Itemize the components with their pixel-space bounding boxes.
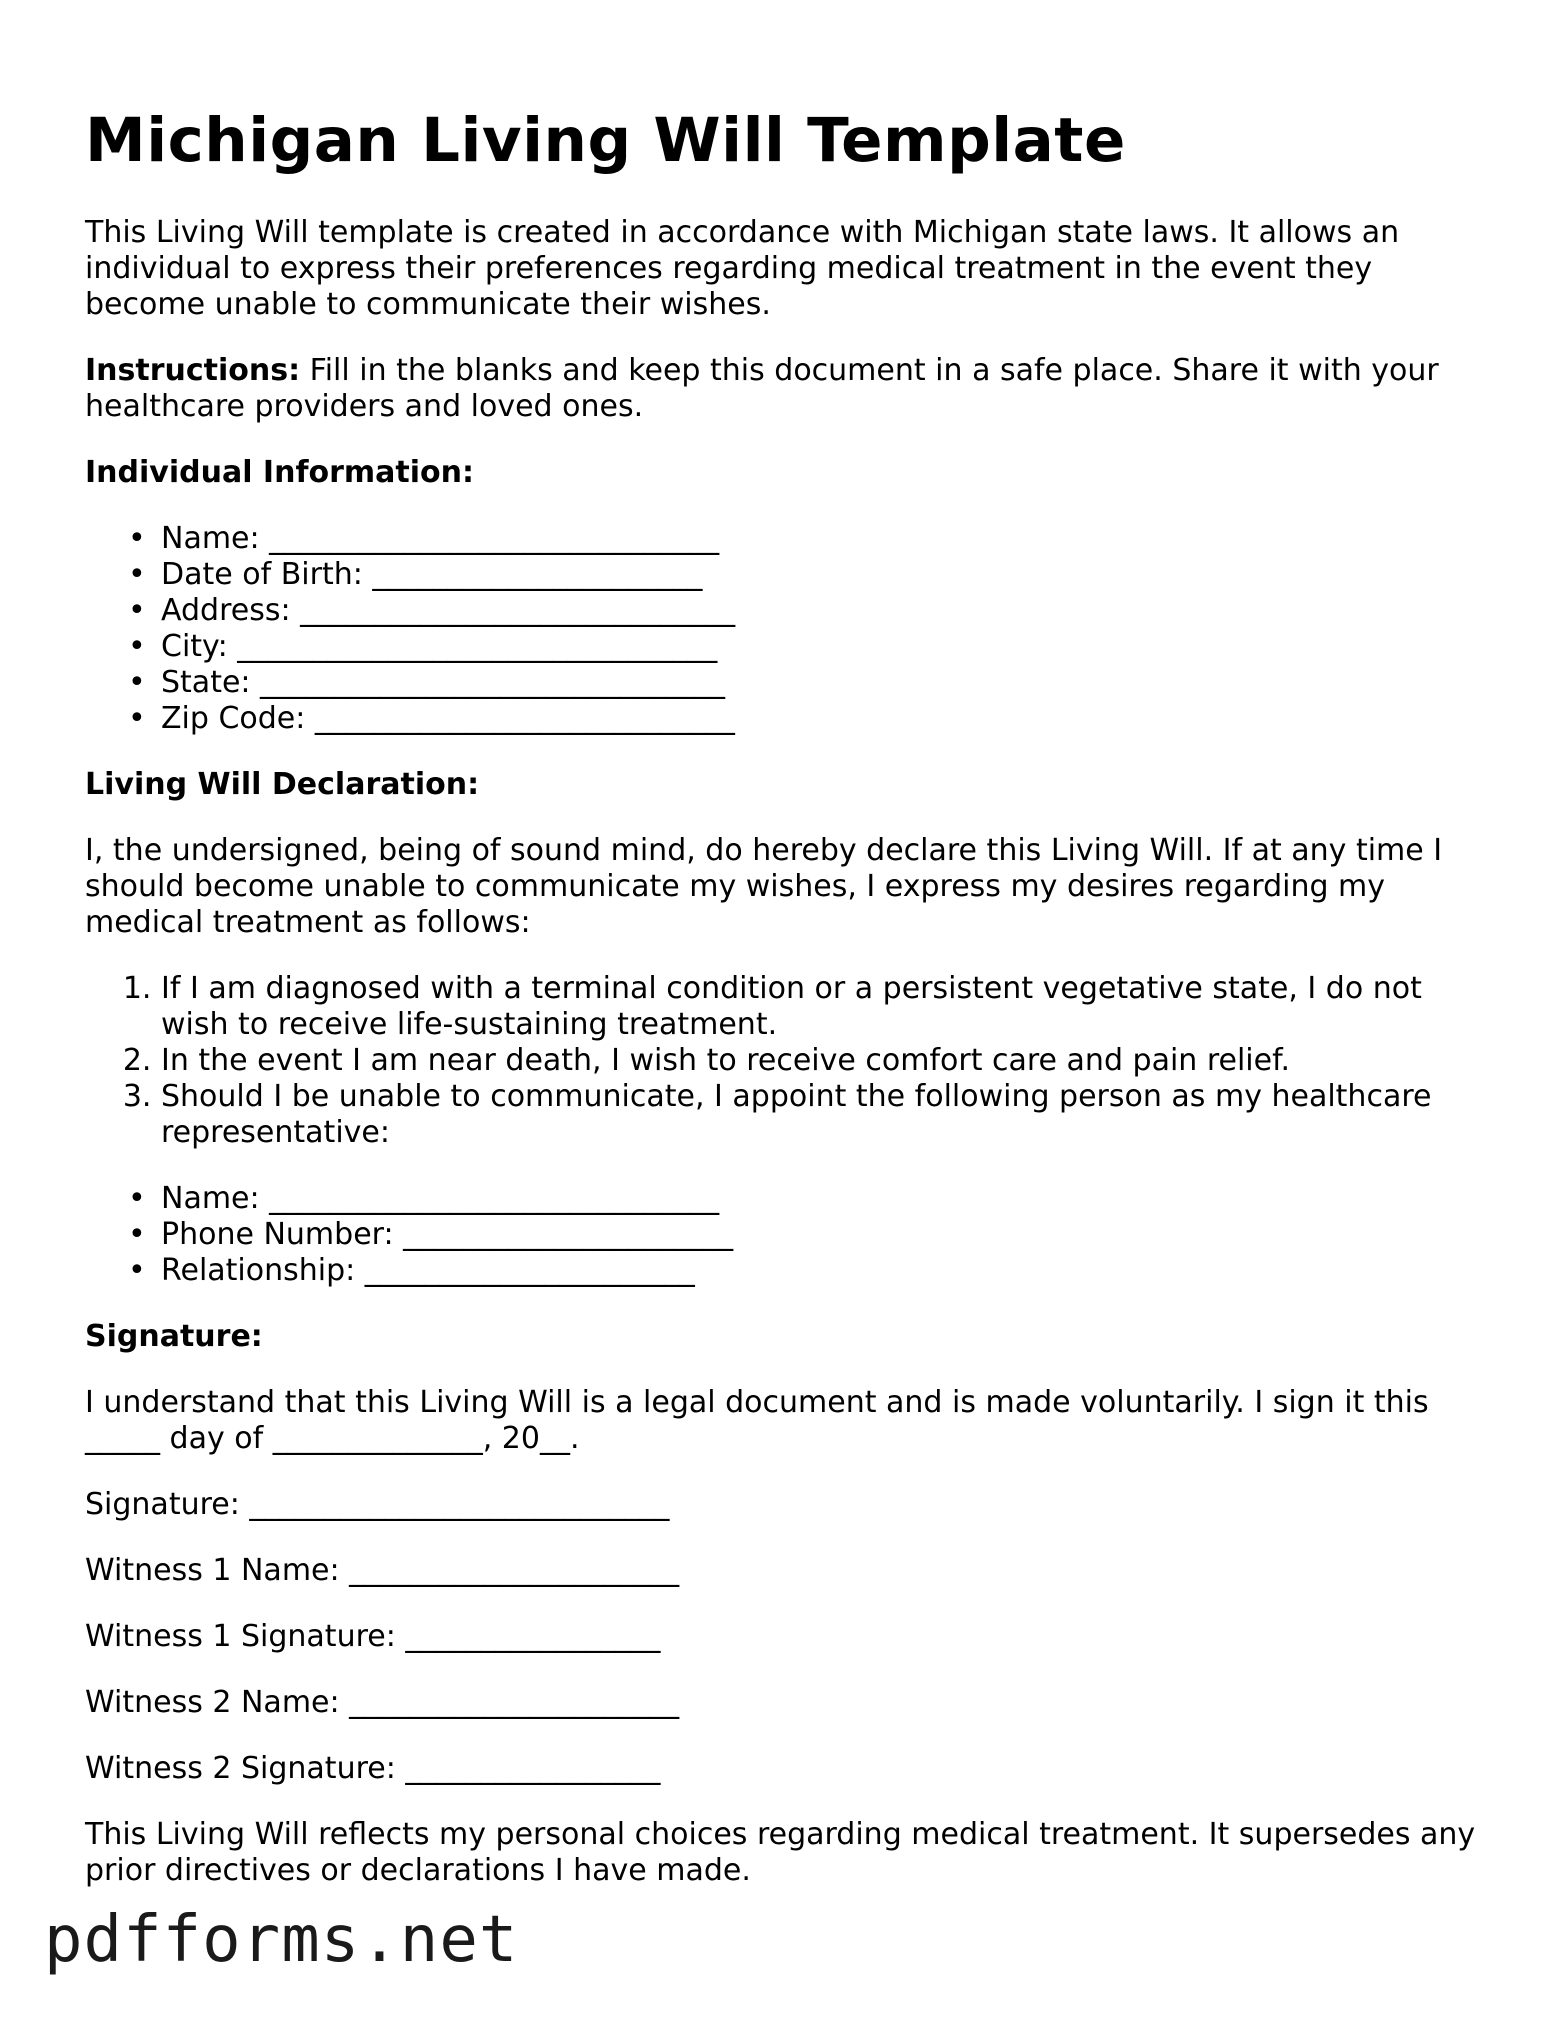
- bullet-icon: •: [128, 1253, 146, 1288]
- field-witness-1-name[interactable]: Witness 1 Name: ______________________: [85, 1553, 680, 1588]
- field-date-of-birth[interactable]: • Date of Birth: ______________________: [128, 557, 703, 592]
- declaration-item: 2. In the event I am near death, I wish to receive comfort care and pain relief.: [161, 1043, 1485, 1079]
- instructions-paragraph: [85, 353, 1485, 425]
- field-state[interactable]: • State: _______________________________: [128, 665, 726, 700]
- instructions-text: Fill in the blanks and keep this document in a safe place. Share it with your healthcare providers and loved ones.: [85, 353, 1439, 424]
- field-zip-code[interactable]: • Zip Code: ____________________________: [128, 701, 735, 736]
- field-representative-relationship[interactable]: • Relationship: ______________________: [128, 1253, 695, 1288]
- field-name[interactable]: • Name: ______________________________: [128, 521, 720, 556]
- closing-paragraph: This Living Will reflects my personal choices regarding medical treatment. It supersedes any prior directives or declarations I have made.: [85, 1817, 1476, 1888]
- declaration-item: 3. Should I be unable to communicate, I appoint the following person as my healthcare representative:: [161, 1079, 1485, 1151]
- document-page: [85, 105, 1485, 1919]
- field-witness-2-signature[interactable]: Witness 2 Signature: _________________: [85, 1751, 661, 1786]
- representative-list: [85, 1181, 1485, 1289]
- signature-statement[interactable]: I understand that this Living Will is a legal document and is made voluntarily. I sign it this _____ day of ______________, 20__.: [85, 1385, 1429, 1456]
- bullet-icon: •: [128, 665, 146, 700]
- page-title: Michigan Living Will Template: [85, 105, 1126, 176]
- field-representative-name[interactable]: • Name: ______________________________: [128, 1181, 720, 1216]
- field-city[interactable]: • City: ________________________________: [128, 629, 718, 664]
- signature-heading: Signature:: [85, 1319, 263, 1354]
- bullet-icon: •: [128, 629, 146, 664]
- intro-paragraph: This Living Will template is created in accordance with Michigan state laws. It allows an individual to express their preferences regarding medical treatment in the event they become unable to communicate their wishes.: [85, 215, 1400, 322]
- declaration-heading: Living Will Declaration:: [85, 767, 480, 802]
- declaration-list: [85, 971, 1485, 1151]
- watermark-logo: pdfforms.net: [44, 1903, 519, 1977]
- bullet-icon: •: [128, 1181, 146, 1216]
- field-representative-phone[interactable]: • Phone Number: ______________________: [128, 1217, 734, 1252]
- bullet-icon: •: [128, 557, 146, 592]
- field-signature[interactable]: Signature: ____________________________: [85, 1487, 670, 1522]
- field-witness-2-name[interactable]: Witness 2 Name: ______________________: [85, 1685, 680, 1720]
- field-address[interactable]: • Address: _____________________________: [128, 593, 736, 628]
- bullet-icon: •: [128, 593, 146, 628]
- bullet-icon: •: [128, 1217, 146, 1252]
- individual-info-list: [85, 521, 1485, 737]
- individual-info-heading: Individual Information:: [85, 455, 474, 490]
- declaration-paragraph: I, the undersigned, being of sound mind, do hereby declare this Living Will. If at any time I should become unable to communicate my wishes, I express my desires regarding my medical treatment as follows:: [85, 833, 1443, 940]
- bullet-icon: •: [128, 521, 146, 556]
- bullet-icon: •: [128, 701, 146, 736]
- instructions-label: Instructions:: [85, 353, 301, 388]
- field-witness-1-signature[interactable]: Witness 1 Signature: _________________: [85, 1619, 661, 1654]
- declaration-item: 1. If I am diagnosed with a terminal condition or a persistent vegetative state, I do not wish to receive life-sustaining treatment.: [161, 971, 1485, 1043]
